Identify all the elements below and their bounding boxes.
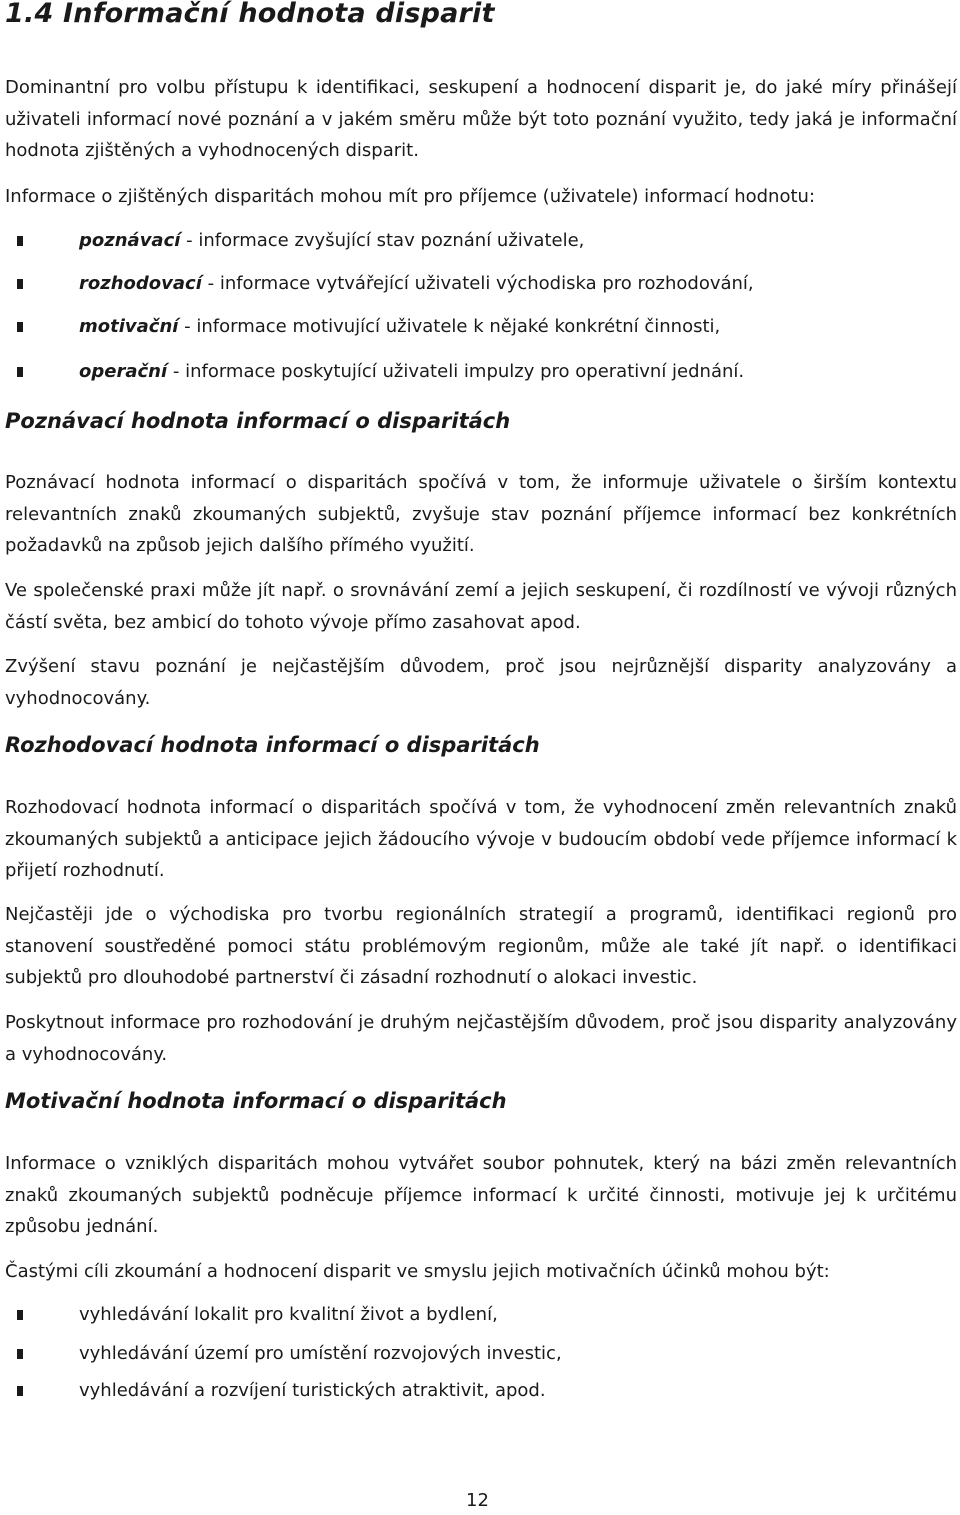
motivation-goal-text: vyhledávání a rozvíjení turistických atraktivit, apod. [79, 1380, 546, 1401]
section-title: 1.4 Informační hodnota disparit [5, 0, 495, 29]
bullet-square-icon [17, 236, 23, 246]
bullet-square-icon [17, 1310, 23, 1320]
value-type-term: motivační [79, 316, 179, 337]
motivation-heading: Motivační hodnota informací o disparitách [5, 1089, 507, 1113]
value-type-term: poznávací [79, 230, 181, 251]
bullet-square-icon [17, 322, 23, 332]
cognitive-paragraph-2: Ve společenské praxi může jít např. o srovnávání zemí a jejich seskupení, či rozdílností ve vývoji různých částí světa, bez ambicí do tohoto vývoje přímo zasahovat apod. [5, 580, 957, 633]
bullet-square-icon [17, 1349, 23, 1359]
bullet-square-icon [17, 279, 23, 289]
cognitive-paragraph-3: Zvýšení stavu poznání je nejčastějším důvodem, proč jsou nejrůznější disparity analyzovány a vyhodnocovány. [5, 656, 957, 709]
motivation-paragraph-2: Častými cíli zkoumání a hodnocení disparit ve smyslu jejich motivačních účinků mohou být: [5, 1261, 830, 1282]
bullet-square-icon [17, 367, 23, 377]
value-type-term: rozhodovací [79, 273, 202, 294]
value-type-desc: - informace zvyšující stav poznání uživatele, [180, 230, 585, 251]
motivation-paragraph-1: Informace o vzniklých disparitách mohou vytvářet soubor pohnutek, který na bázi změn relevantních znaků zkoumaných subjektů podněcuje příjemce informací k určité činnosti, motivuje jej k určitému způsobu jednání. [5, 1153, 957, 1237]
decision-paragraph-1: Rozhodovací hodnota informací o disparitách spočívá v tom, že vyhodnocení změn relevantních znaků zkoumaných subjektů a anticipace jejich žádoucího vývoje v budoucím období vede příjemce informací k přijetí rozhodnutí. [5, 797, 957, 881]
cognitive-heading: Poznávací hodnota informací o disparitách [5, 409, 511, 433]
value-type-desc: - informace vytvářející uživateli východiska pro rozhodování, [201, 273, 754, 294]
value-type-term: operační [79, 361, 168, 382]
decision-paragraph-3: Poskytnout informace pro rozhodování je druhým nejčastějším důvodem, proč jsou disparity analyzovány a vyhodnocovány. [5, 1012, 957, 1065]
value-type-desc: - informace motivující uživatele k nějaké konkrétní činnosti, [178, 316, 721, 337]
motivation-goal-text: vyhledávání lokalit pro kvalitní život a bydlení, [79, 1304, 498, 1325]
decision-heading: Rozhodovací hodnota informací o disparitách [5, 733, 540, 757]
value-type-desc: - informace poskytující uživateli impulzy pro operativní jednání. [167, 361, 745, 382]
page-number: 12 [466, 1490, 489, 1511]
cognitive-paragraph-1: Poznávací hodnota informací o disparitách spočívá v tom, že informuje uživatele o širším kontextu relevantních znaků zkoumaných subjektů, zvyšuje stav poznání příjemce informací bez konkrétních požadavků na způsob jejich dalšího přímého využití. [5, 472, 957, 556]
decision-paragraph-2: Nejčastěji jde o východiska pro tvorbu regionálních strategií a programů, identifikaci regionů pro stanovení soustředěné pomoci státu problémovým regionům, může ale také jít např. o identifikaci subjektů pro dlouhodobé partnerství či zásadní rozhodnutí o alokaci investic. [5, 904, 957, 988]
intro-paragraph-2: Informace o zjištěných disparitách mohou mít pro příjemce (uživatele) informací hodnotu: [5, 186, 816, 207]
intro-paragraph-1: Dominantní pro volbu přístupu k identifikaci, seskupení a hodnocení disparit je, do jaké míry přinášejí uživateli informací nové poznání a v jakém směru může být toto poznání využito, tedy jaká je informační hodnota zjištěných a vyhodnocených disparit. [5, 77, 957, 161]
motivation-goal-text: vyhledávání území pro umístění rozvojových investic, [79, 1343, 562, 1364]
bullet-square-icon [17, 1386, 23, 1396]
